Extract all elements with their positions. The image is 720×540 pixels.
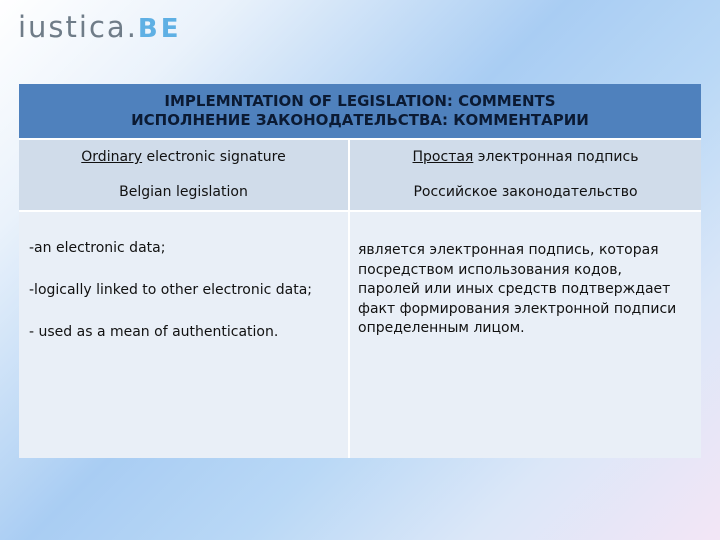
title-line-russian: ИСПОЛНЕНИЕ ЗАКОНОДАТЕЛЬСТВА: КОММЕНТАРИИ <box>131 111 589 129</box>
table-title <box>19 84 701 139</box>
right-signature-type <box>349 139 701 174</box>
table-row <box>19 211 701 458</box>
left-definition-cell <box>19 211 349 458</box>
iustica-logo <box>18 10 182 50</box>
right-definition-text: является электронная подпись, которая посредством использования кодов, паролей или иных средств подтверждает факт формирования электронной подписи определенным лицом. <box>358 242 677 336</box>
logo-main-text: iustica <box>18 10 127 44</box>
table-row <box>19 139 701 174</box>
right-definition-cell <box>349 211 701 458</box>
title-line-english: IMPLEMNTATION OF LEGISLATION: COMMENTS <box>164 92 556 110</box>
list-item: -an electronic data; <box>29 240 166 256</box>
table-row <box>19 174 701 211</box>
right-jurisdiction: Российское законодательство <box>349 174 701 211</box>
left-signature-type <box>19 139 349 174</box>
list-item: -logically linked to other electronic data; <box>29 282 313 298</box>
left-type-underlined: Ordinary <box>81 149 143 165</box>
left-definition-list <box>19 212 348 340</box>
right-type-underlined: Простая <box>412 149 474 165</box>
comparison-table <box>19 84 701 458</box>
right-type-rest: электронная подпись <box>473 149 639 165</box>
list-item: - used as a mean of authentication. <box>29 324 279 340</box>
left-type-rest: electronic signature <box>142 149 286 165</box>
left-jurisdiction: Belgian legislation <box>19 174 349 211</box>
logo-tld: BE <box>137 14 182 44</box>
logo-dot: . <box>126 10 138 44</box>
